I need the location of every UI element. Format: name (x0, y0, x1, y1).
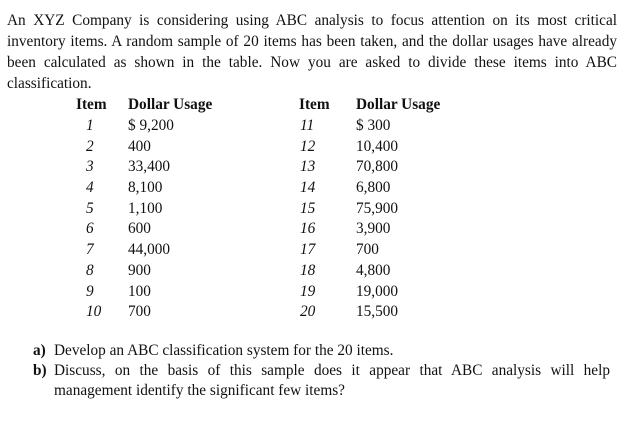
table-row (0, 282, 640, 303)
item-number-left: 5 (86, 199, 94, 217)
dollar-usage-left: 900 (128, 261, 151, 279)
item-header-right: Item (299, 96, 330, 113)
item-number-right: 12 (300, 137, 316, 155)
dollar-usage-right: 3,900 (356, 220, 391, 238)
dollar-usage-left: 8,100 (128, 179, 163, 197)
item-number-left: 1 (86, 117, 94, 134)
dollar-usage-right: 10,400 (356, 137, 399, 155)
dollar-usage-right: 70,800 (356, 158, 399, 176)
item-number-right: 16 (300, 220, 316, 238)
dollar-usage-right: 19,000 (356, 282, 399, 300)
table-row (0, 137, 640, 158)
dollar-usage-left: 700 (128, 303, 151, 321)
table-row (0, 116, 640, 137)
item-number-right: 13 (300, 158, 316, 176)
item-number-right: 18 (300, 261, 316, 279)
table-row (0, 261, 640, 282)
item-number-right: 11 (300, 117, 315, 134)
dollar-usage-right: 6,800 (356, 179, 391, 197)
dollar-usage-header-left: Dollar Usage (128, 96, 213, 113)
questions-list (33, 341, 610, 401)
item-number-right: 14 (300, 179, 316, 197)
dollar-usage-left: 100 (128, 282, 151, 300)
dollar-usage-right: 4,800 (356, 261, 391, 279)
dollar-usage-header-right: Dollar Usage (356, 96, 441, 113)
table-row (0, 240, 640, 261)
table-body (0, 116, 640, 323)
dollar-usage-table (0, 94, 640, 323)
question-b (33, 361, 610, 401)
item-number-left: 9 (86, 282, 94, 300)
item-number-right: 15 (300, 199, 316, 217)
item-number-right: 19 (300, 282, 316, 300)
table-row (0, 178, 640, 199)
table-row (0, 157, 640, 178)
question-text: Develop an ABC classification system for the 20 items. (54, 342, 394, 359)
table-row (0, 302, 640, 323)
item-number-right: 17 (300, 241, 316, 259)
dollar-usage-left: 33,400 (128, 158, 171, 176)
dollar-usage-left: 44,000 (128, 241, 171, 259)
item-number-left: 4 (86, 179, 94, 197)
dollar-usage-left: 1,100 (128, 199, 163, 217)
question-letter: b) (33, 362, 47, 379)
dollar-usage-right: 75,900 (356, 199, 399, 217)
dollar-usage-left: 600 (128, 220, 151, 238)
item-header-left: Item (76, 96, 107, 113)
dollar-usage-right: 700 (356, 241, 379, 259)
table-row (0, 219, 640, 240)
item-number-left: 7 (86, 241, 94, 259)
question-text: Discuss, on the basis of this sample does it appear that ABC analysis will help management identify the significant few items? (54, 362, 610, 399)
item-number-left: 6 (86, 220, 94, 238)
question-letter: a) (33, 342, 46, 359)
dollar-usage-left: 400 (128, 137, 151, 155)
dollar-usage-left: $ 9,200 (128, 117, 174, 134)
item-number-left: 10 (86, 303, 102, 321)
item-number-right: 20 (300, 303, 316, 321)
item-number-left: 3 (86, 158, 94, 176)
problem-statement: An XYZ Company is considering using ABC analysis to focus attention on its most critical inventory items. A random sample of 20 items has been taken, and the dollar usages have already been calculated as shown in the table. Now you are asked to divide these items into ABC classification. (7, 12, 617, 92)
table-row (0, 199, 640, 220)
item-number-left: 8 (86, 261, 94, 279)
table-header-row (0, 94, 640, 116)
item-number-left: 2 (86, 137, 94, 155)
dollar-usage-right: $ 300 (356, 117, 391, 134)
question-a (33, 341, 610, 361)
dollar-usage-right: 15,500 (356, 303, 399, 321)
